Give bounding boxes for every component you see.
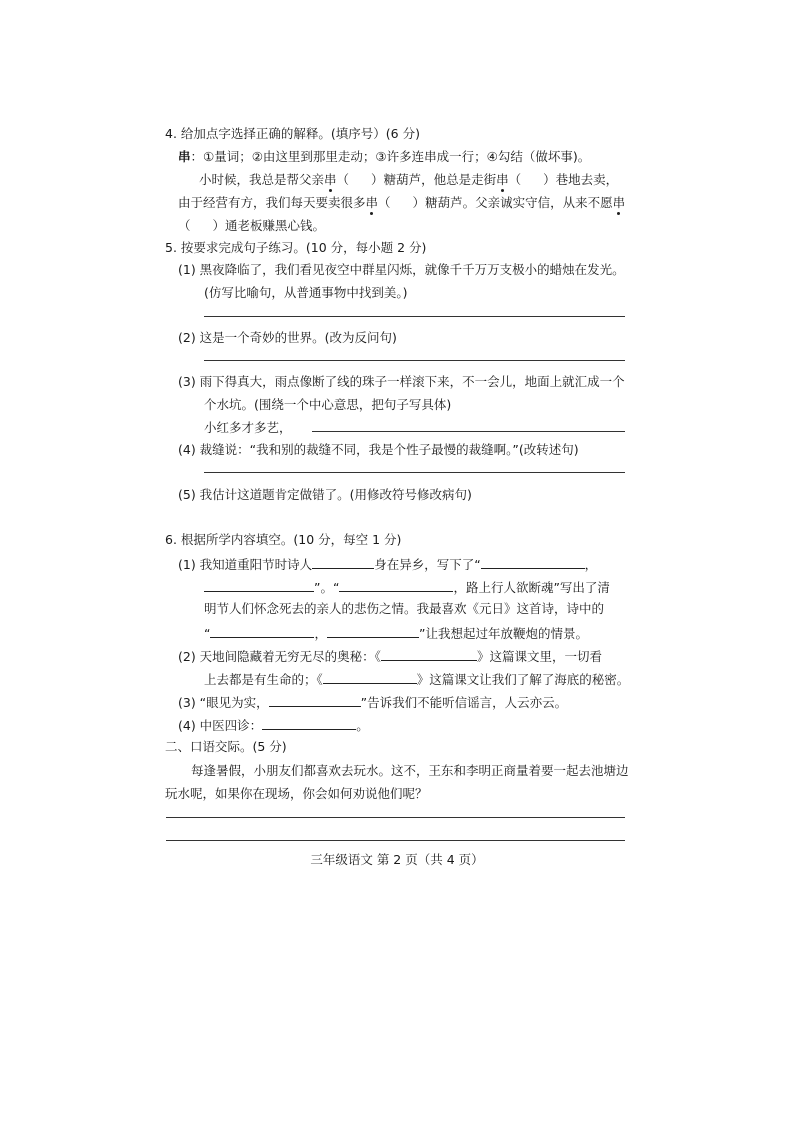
q6-blank-lesson-1[interactable] (381, 647, 477, 661)
part2-paragraph-line-2: 玩水呢，如果你在现场，你会如何劝说他们呢？ (165, 786, 428, 801)
q6-blank-poem-line-3[interactable] (339, 578, 453, 592)
q5-s3-prompt: 小红多才多艺， (204, 420, 292, 435)
q6-text: ”告诉我们不能听信谣言，人云亦云。 (360, 695, 568, 710)
q5-s4-answer-line[interactable] (204, 472, 625, 473)
q4-text: 糖葫芦。父亲诚实守信，从来不愿 (425, 195, 613, 210)
q6-text: “ (204, 626, 211, 641)
q4-blank-3[interactable]: （ ） (378, 195, 426, 210)
q5-s3-line-2: 个水坑。(围绕一个中心意思，把句子写具体) (204, 397, 452, 412)
q4-text: 由于经营有方，我们每天要卖很多 (178, 195, 366, 210)
part2-paragraph-line-1: 每逢暑假，小朋友们都喜欢去玩水。这不，王东和李明正商量着要一起去池塘边 (191, 763, 629, 778)
q6-blank-four-diagnoses[interactable] (262, 716, 356, 730)
q5-s1-answer-line[interactable] (204, 316, 625, 317)
q6-title: 6. 根据所学内容填空。(10 分，每空 1 分) (165, 532, 402, 547)
q6-line-2 (204, 578, 610, 596)
q6-line-4 (204, 624, 588, 642)
q6-line-8 (178, 716, 369, 734)
q4-options (178, 149, 590, 165)
q4-blank-4[interactable]: （ ） (178, 218, 226, 233)
q4-text: 通老板赚黑心钱。 (225, 218, 326, 233)
q6-text: 》这篇课文让我们了解了海底的秘密。 (416, 672, 630, 687)
q6-text: ， (584, 557, 598, 572)
q6-blank-yuanri-2[interactable] (327, 624, 419, 638)
q6-text: (4) 中医四诊： (178, 718, 263, 733)
q4-options-text: ：①量词；②由这里到那里走动；③许多连串成一行；④勾结（做坏事)。 (190, 149, 591, 164)
q4-passage-line-1 (199, 172, 618, 188)
q6-text: 。 (356, 718, 369, 733)
q6-blank-poem-line-2[interactable] (204, 578, 314, 592)
q5-s3-line-1: (3) 雨下得真大，雨点像断了线的珠子一样滚下来，不一会儿，地面上就汇成一个 (178, 374, 625, 389)
q4-dotted-char: 串 (612, 195, 626, 210)
q6-text: 身在异乡，写下了“ (374, 557, 481, 572)
part2-answer-line-2[interactable] (166, 840, 625, 841)
q6-text: (3) “眼见为实， (178, 695, 269, 710)
q6-blank-lesson-2[interactable] (323, 670, 417, 684)
q5-title: 5. 按要求完成句子练习。(10 分，每小题 2 分) (165, 240, 427, 255)
q5-s2: (2) 这是一个奇妙的世界。(改为反问句) (178, 330, 397, 345)
q4-title: 4. 给加点字选择正确的解释。(填序号）(6 分) (165, 126, 420, 141)
q4-passage-line-3 (178, 218, 325, 234)
q4-dotted-char: 串 (496, 172, 509, 187)
q6-line-6 (204, 670, 629, 688)
q6-text: 》这篇课文里，一切看 (476, 649, 602, 664)
part2-title: 二、口语交际。(5 分) (165, 739, 287, 754)
q6-text: (2) 天地间隐藏着无穷无尽的奥秘：《 (178, 649, 381, 664)
q4-text: 巷地去卖， (555, 172, 619, 187)
page-footer: 三年级语文 第 2 页（共 4 页） (310, 852, 484, 867)
q5-s1-line-2: (仿写比喻句，从普通事物中找到美。) (204, 285, 408, 300)
q4-dotted-char: 串 (365, 195, 379, 210)
q6-text: ，路上行人欲断魂”写出了清 (453, 580, 610, 595)
q5-s2-answer-line[interactable] (204, 360, 625, 361)
q6-blank-yuanri-1[interactable] (210, 624, 314, 638)
q6-line-5 (178, 647, 602, 665)
q4-text: 小时候，我总是帮父亲 (199, 172, 325, 187)
q4-dotted-char: 串 (324, 172, 337, 187)
q6-text: 上去都是有生命的；《 (204, 672, 323, 687)
q6-text: ”。“ (314, 580, 340, 595)
q6-text: ， (314, 626, 327, 641)
part2-answer-line-1[interactable] (166, 817, 625, 818)
q6-text: ”让我想起过年放鞭炮的情景。 (419, 626, 588, 641)
q6-blank-proverb[interactable] (269, 693, 361, 707)
q4-char-label: 串 (178, 149, 191, 164)
q6-text: (1) 我知道重阳节时诗人 (178, 557, 313, 572)
q5-s1-line-1: (1) 黑夜降临了，我们看见夜空中群星闪烁，就像千千万万支极小的蜡烛在发光。 (178, 262, 625, 277)
q4-blank-1[interactable]: （ ） (336, 172, 384, 187)
q6-blank-poem-line-1[interactable] (481, 555, 585, 569)
q6-blank-poet[interactable] (312, 555, 374, 569)
q6-line-7 (178, 693, 567, 711)
q5-s4: (4) 裁缝说：“我和别的裁缝不同，我是个性子最慢的裁缝啊。”(改转述句) (178, 442, 579, 457)
q4-text: 糖葫芦，他总是走街 (383, 172, 497, 187)
q6-line-1 (178, 555, 597, 573)
q6-line-3: 明节人们怀念死去的亲人的悲伤之情。我最喜欢《元日》这首诗，诗中的 (204, 601, 605, 616)
q4-passage-line-2 (178, 195, 625, 211)
q4-blank-2[interactable]: （ ） (508, 172, 556, 187)
q5-s5: (5) 我估计这道题肯定做错了。(用修改符号修改病句) (178, 487, 472, 502)
q5-s3-answer-line[interactable] (312, 431, 625, 432)
